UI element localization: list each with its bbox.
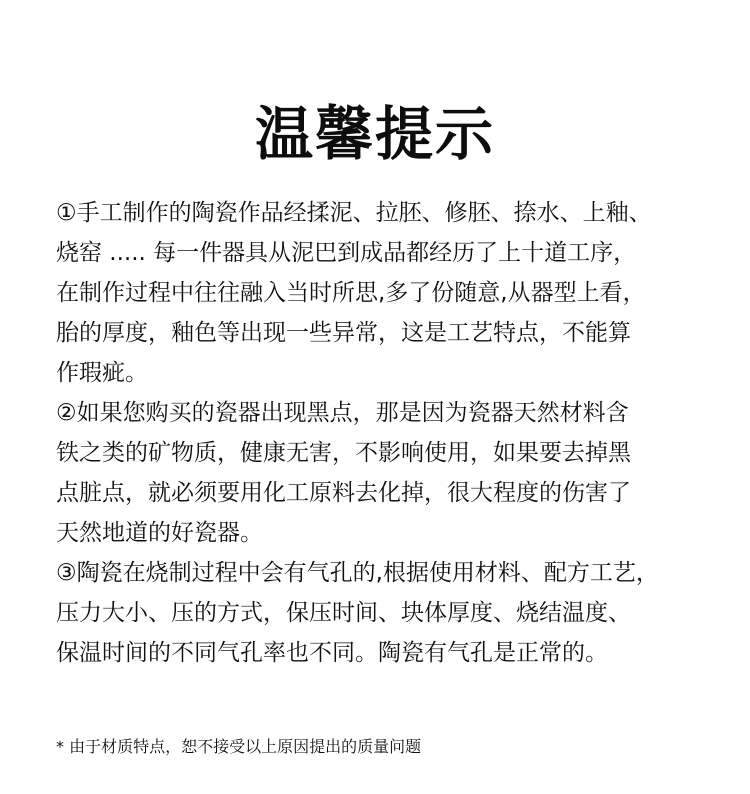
notice-line: 铁之类的矿物质，健康无害，不影响使用，如果要去掉黑 [56, 440, 631, 466]
notice-item-2 [56, 393, 716, 553]
notice-body [56, 193, 716, 673]
notice-line: 在制作过程中往往融入当时所思,多了份随意,从器型上看， [56, 280, 646, 306]
notice-item-3 [56, 553, 716, 673]
notice-line: ③陶瓷在烧制过程中会有气孔的,根据使用材料、配方工艺， [56, 560, 659, 586]
notice-line: 压力大小、压的方式，保压时间、块体厚度、烧结温度、 [56, 600, 631, 626]
notice-line: 作瑕疵。 [56, 360, 148, 386]
notice-line: ②如果您购买的瓷器出现黑点，那是因为瓷器天然材料含 [56, 400, 629, 426]
notice-line: 烧窑 ..... 每一件器具从泥巴到成品都经历了上十道工序， [56, 240, 637, 266]
notice-line: ①手工制作的陶瓷作品经揉泥、拉胚、修胚、捺水、上釉、 [56, 200, 652, 226]
notice-line: 天然地道的好瓷器。 [56, 520, 263, 546]
notice-item-1 [56, 193, 716, 393]
disclaimer-note: * 由于材质特点，恕不接受以上原因提出的质量问题 [56, 737, 422, 756]
notice-line: 胎的厚度，釉色等出现一些异常，这是工艺特点，不能算 [56, 320, 631, 346]
notice-line: 保温时间的不同气孔率也不同。陶瓷有气孔是正常的。 [56, 640, 608, 666]
page-title: 温馨提示 [254, 100, 495, 168]
notice-line: 点脏点，就必须要用化工原料去化掉，很大程度的伤害了 [56, 480, 631, 506]
